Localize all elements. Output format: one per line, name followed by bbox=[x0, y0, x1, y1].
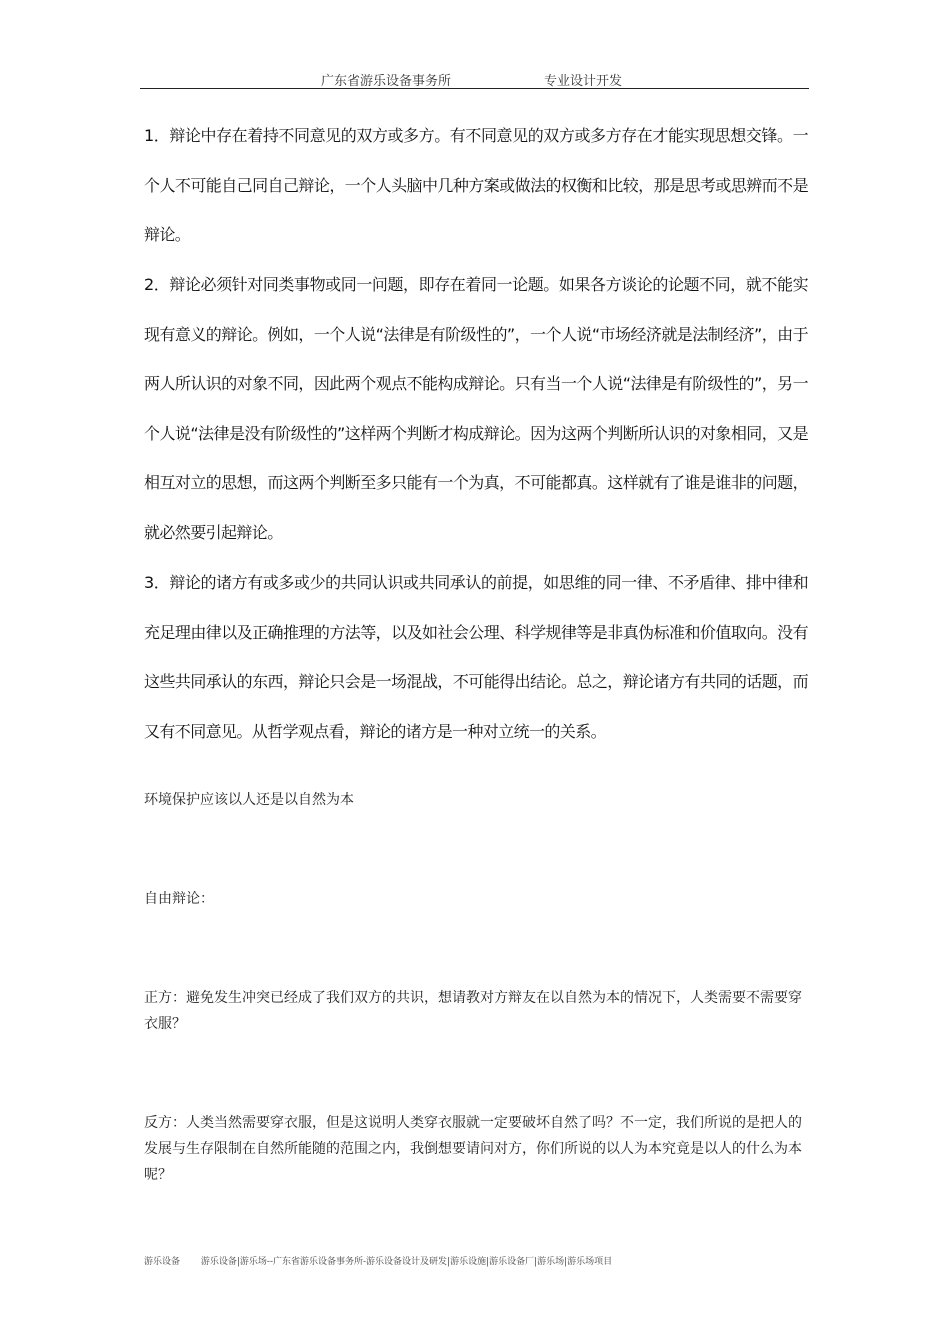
header-tagline: 专业设计开发 bbox=[544, 74, 623, 89]
debate-topic: 环境保护应该以人还是以自然为本 bbox=[144, 792, 354, 808]
footer-links: 游乐设备|游乐场--广东省游乐设备事务所-游乐设备设计及研发|游乐设施|游乐设备厂|游乐场|游乐场项目 bbox=[200, 1257, 613, 1267]
footer-label: 游乐设备 bbox=[144, 1257, 181, 1267]
free-debate-label: 自由辩论： bbox=[144, 891, 214, 907]
pro-side-statement: 正方：避免发生冲突已经成了我们双方的共识，想请教对方辩友在以自然为本的情况下，人类需要不需要穿衣服？ bbox=[144, 990, 802, 1032]
paragraph-3: 3．辩论的诸方有或多或少的共同认识或共同承认的前提，如思维的同一律、不矛盾律、排中律和充足理由律以及正确推理的方法等，以及如社会公理、科学规律等是非真伪标准和价值取向。没有这些共同承认的东西，辩论只会是一场混战，不可能得出结论。总之，辩论诸方有共同的话题，而又有不同意见。从哲学观点看，辩论的诸方是一种对立统一的关系。 bbox=[144, 573, 808, 741]
header-company: 广东省游乐设备事务所 bbox=[321, 74, 452, 89]
paragraph-1: 1．辩论中存在着持不同意见的双方或多方。有不同意见的双方或多方存在才能实现思想交锋。一个人不可能自己同自己辩论，一个人头脑中几种方案或做法的权衡和比较，那是思考或思辨而不是辩论。 bbox=[144, 126, 808, 244]
page-header bbox=[140, 68, 809, 89]
paragraph-2: 2．辩论必须针对同类事物或同一问题，即存在着同一论题。如果各方谈论的论题不同，就不能实现有意义的辩论。例如，一个人说“法律是有阶级性的”，一个人说“市场经济就是法制经济”，由于两人所认识的对象不同，因此两个观点不能构成辩论。只有当一个人说“法律是有阶级性的”，另一个人说“法律是没有阶级性的”这样两个判断才构成辩论。因为这两个判断所认识的对象相同，又是相互对立的思想，而这两个判断至多只能有一个为真，不可能都真。这样就有了谁是谁非的问题，就必然要引起辩论。 bbox=[144, 275, 808, 542]
con-side-statement: 反方：人类当然需要穿衣服，但是这说明人类穿衣服就一定要破坏自然了吗？不一定，我们所说的是把人的发展与生存限制在自然所能随的范围之内，我倒想要请问对方，你们所说的以人为本究竟是以人的什么为本呢？ bbox=[144, 1115, 802, 1183]
page-footer bbox=[144, 1254, 808, 1267]
